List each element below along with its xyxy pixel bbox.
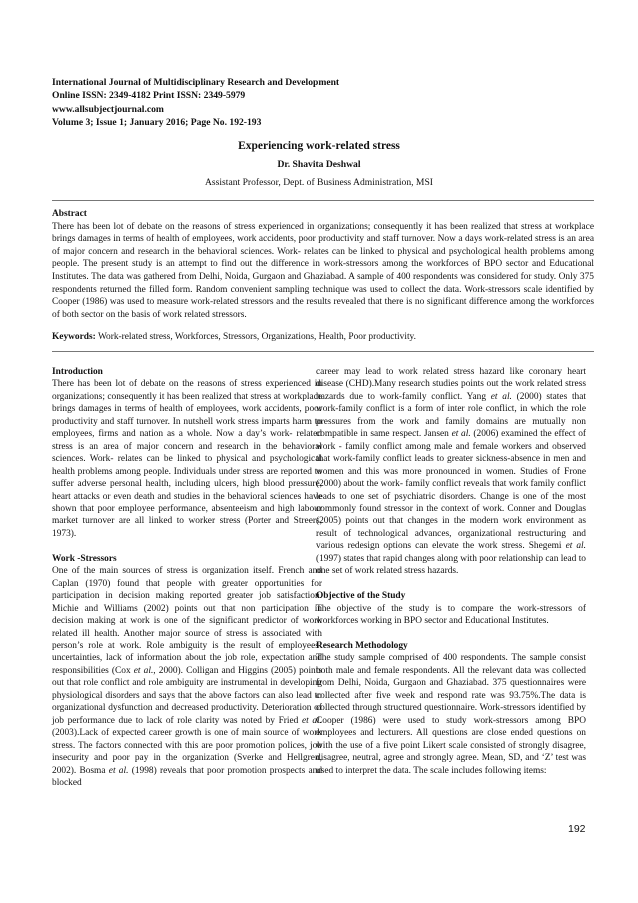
journal-name: International Journal of Multidisciplinary Research and Development [52,77,340,88]
right-column [316,366,586,777]
text-run: career may lead to work related stress hazard like coronary heart disease (CHD).Many research studies points out the work related stress hazards due to work-family conflict. Yang [316,367,586,402]
article-title: Experiencing work-related stress [238,140,400,152]
abstract-text: There has been lot of debate on the reasons of stress experienced in organizations; consequently it has been realized that stress at workplace brings damages in terms of health of employees, work accidents, poor productivity and staff turnover. Now a days work-related stress is an area of major concern and research in the behavioral sciences. Work- relates can be linked to physical and psychological health problems among people. The present study is an attempt to find out the difference in work-stressors among the workforces of BPO sector and Educational Institutes. The data was gathered from Delhi, Noida, Gurgaon and Ghaziabad. A sample of 400 respondents was considered for study. Only 375 respondents returned the filled form. Random convenient sampling technique was used to collect the data. Work-stressors scale identified by Cooper (1986) was used to measure work-related stressors and the results revealed that there is no significant difference among the workforces of both sector on the basis of work related stressors. [52,221,594,320]
text-run: (2003).Lack of expected career growth is one of main source of work stress. The factors connected with this are poor promotion polices, job insecurity and poor pay in the organization (Sverke and Hellgren, 2002). Bosma [52,728,322,776]
abstract-section [52,208,594,321]
italic-citation: et al. [108,765,129,776]
objective-heading: Objective of the Study [316,591,406,602]
author-name: Dr. Shavita Deshwal [277,159,361,170]
work-stressors-heading: Work -Stressors [52,553,117,564]
text-run: , 2000). Colligan and Higgins (2005) points out that role conflict and role ambiguity are instrumental in developing physiological disorders and says that the above factors can also lead to organizational dysfunction and decreased productivity. Deterioration of job performance due to lack of role clarity was noted by Fried [52,665,322,726]
research-methodology-heading: Research Methodology [316,640,408,651]
continued-text [316,366,586,578]
work-stressors-text [52,565,322,789]
divider-top [52,200,594,201]
issn-line: Online ISSN: 2349-4182 Print ISSN: 2349-5979 [52,90,246,102]
introduction-heading: Introduction [52,367,103,377]
page-number: 192 [568,823,586,835]
volume-line: Volume 3; Issue 1; January 2016; Page No. 192-193 [52,116,262,128]
text-run: (2006) examined the effect of work - family conflict among male and female workers and observed that work-family conflict leads to greater sickness-absence in men and women and this was more pronounced in women. Studies of Frone (2000) about the work- family conflict reveals that work family conflict leads to one set of psychiatric disorders. Change is one of the most commonly found stressor in the context of work. Conner and Douglas (2005) points out that changes in the modern work environment as result of technological advances, organizational restructuring and various redesign options can elevate the work stress. Shegemi [316,429,587,552]
text-run: (2000) states that work-family conflict is a form of inter role conflict, in which the role pressures from the work and family domains are mutually non compatible in same respect. Jansen [316,391,587,440]
italic-citation: et al. [565,541,587,552]
introduction-text: There has been lot of debate on the reasons of stress experienced in organizations; consequently it has been realized that stress at workplace brings damages in terms of health of employees, work accidents, poor productivity and staff turnover. In nutshell work stress imparts harm to employees, firms and nation as a whole. Now a day’s work- related stress is an area of major concern and research in the behavioral sciences. Work- relates can be linked to physical and psychological health problems among people. Individuals under stress are reported to suffer adverse personal health, including ulcers, high blood pressure, heart attacks or even death and studies in the behavioral sciences have shown that poor employee performance, absenteeism and high labour market turnover are all linked to worker stress (Porter and Streers, 1973). [52,379,322,539]
text-run: (1997) states that rapid changes along with poor relationship can lead to one set of work related stress hazards. [316,553,586,577]
keywords-text: Work-related stress, Workforces, Stressors, Organizations, Health, Poor productivity. [97,332,416,342]
italic-citation: et al. [451,429,471,440]
text-run: One of the main sources of stress is organization itself. French and Caplan (1970) found that people with greater opportunities for participation in decision making reported greater job satisfaction. Michie and Williams (2002) points out that non participation in decision making at work is one of the significant predictor of work related ill health. Another major source of stress is associated with person’s role at work. Role ambiguity is the result of employees’ uncertainties, lack of information about the job role, expectation and responsibilities (Cox [52,566,322,676]
italic-citation: et al. [490,391,512,402]
text-run: (1998) reveals that poor promotion prospects and blocked [52,765,323,788]
divider-bottom [52,351,594,352]
keywords-label: Keywords: [52,332,96,342]
italic-citation: et al. [133,665,154,676]
website-line: www.allsubjectjournal.com [52,103,164,115]
left-column [52,366,322,789]
italic-citation: et al. [301,715,322,726]
keywords-line [52,331,594,344]
objective-text: The objective of the study is to compare the work-stressors of workforces working in BPO sector and Educational Institutes. [316,603,586,627]
abstract-heading: Abstract [52,209,87,219]
author-affiliation: Assistant Professor, Dept. of Business Administration, MSI [204,177,433,188]
journal-header [52,76,592,129]
research-methodology-text: The study sample comprised of 400 respondents. The sample consist both male and female respondents. All the relevant data was collected from Delhi, Noida, Gurgaon and Ghaziabad. 375 questionnaires were collected after five week and respond rate was 93.75%.The data is collected through structured questionnaire. Work-stressors identified by Cooper (1986) were used to study work-stressors among BPO employees and lecturers. All questions are close ended questions on with the use of a five point Likert scale consisted of strongly disagree, disagree, neutral, agree and strongly agree. Mean, SD, and ‘Z’ test was used to interpret the data. The scale includes following items: [316,653,586,776]
